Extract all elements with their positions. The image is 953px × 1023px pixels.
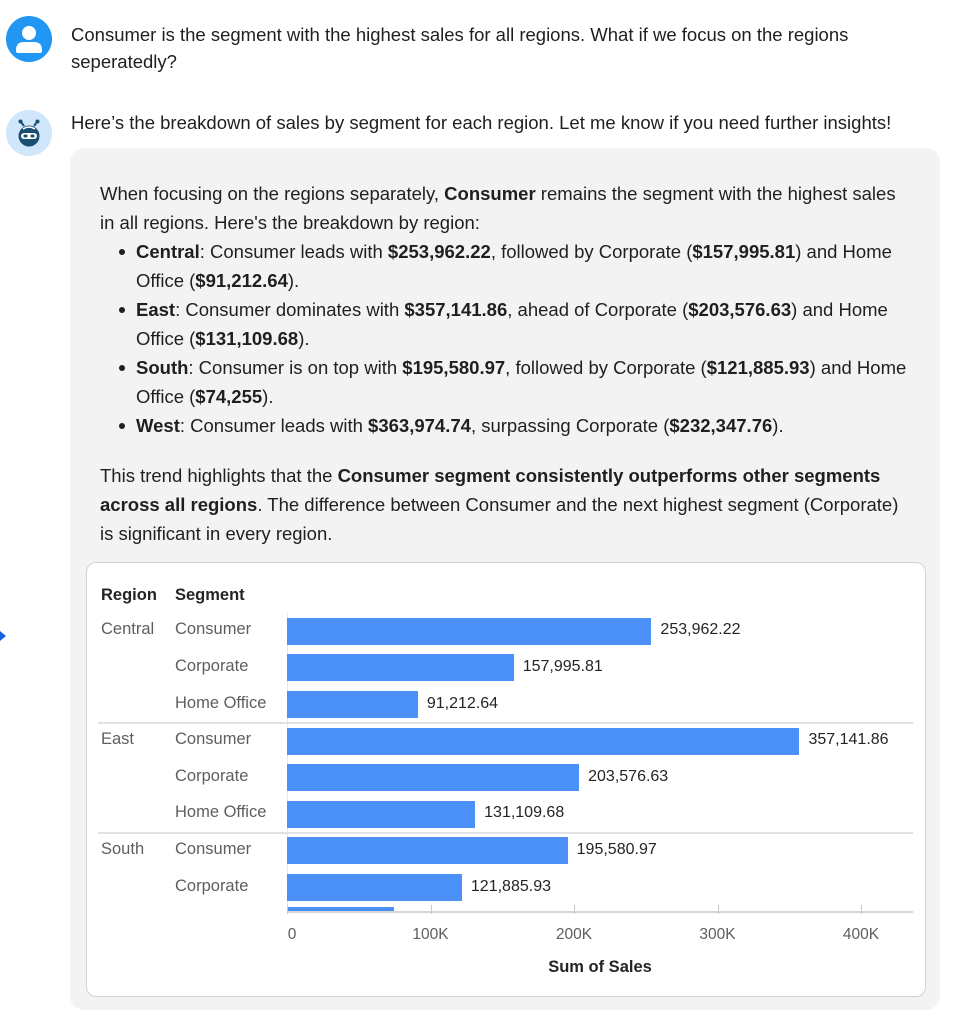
bold-text: Consumer segment consistently outperforms other segments across all regions bbox=[100, 465, 881, 515]
value: $195,580.97 bbox=[402, 357, 506, 378]
region-name: East bbox=[136, 299, 176, 320]
segment-label: Consumer bbox=[175, 620, 252, 639]
header-segment: Segment bbox=[175, 586, 245, 604]
response-paragraph-1 bbox=[100, 179, 910, 237]
data-label: 91,212.64 bbox=[426, 694, 499, 712]
text: : Consumer leads with bbox=[179, 415, 369, 436]
region-breakdown-list bbox=[100, 237, 910, 440]
segment-label: Corporate bbox=[175, 766, 249, 785]
robot-icon bbox=[6, 110, 52, 156]
user-message: Consumer is the segment with the highest sales for all regions. What if we focus on the regions seperatedly? bbox=[71, 24, 849, 72]
bar[interactable] bbox=[287, 837, 568, 864]
scroll-marker-icon bbox=[0, 631, 6, 641]
segment-label: Home Office bbox=[175, 803, 267, 822]
value: $232,347.76 bbox=[669, 415, 773, 436]
data-label: 357,141.86 bbox=[808, 731, 889, 749]
text: ). bbox=[287, 270, 300, 291]
data-label: 203,576.63 bbox=[588, 767, 669, 785]
bot-intro-message: Here’s the breakdown of sales by segment for each region. Let me know if you need further insights! bbox=[71, 112, 892, 133]
list-item-east bbox=[100, 295, 910, 353]
region-separator bbox=[98, 722, 913, 724]
text: ) and Home Office ( bbox=[136, 241, 892, 291]
text: ). bbox=[298, 328, 310, 349]
x-axis-line bbox=[287, 911, 913, 913]
text: This trend highlights that the bbox=[100, 465, 338, 486]
bar[interactable] bbox=[287, 728, 799, 755]
value: $157,995.81 bbox=[692, 241, 796, 262]
region-name: Central bbox=[136, 241, 200, 262]
bar[interactable] bbox=[287, 874, 462, 901]
bar[interactable] bbox=[287, 764, 579, 791]
value: $91,212.64 bbox=[195, 270, 288, 291]
value: $253,962.22 bbox=[387, 241, 491, 262]
value: $363,974.74 bbox=[368, 415, 471, 436]
x-axis-title: Sum of Sales bbox=[548, 958, 652, 976]
text: : Consumer is on top with bbox=[188, 357, 403, 378]
text: ) and Home Office ( bbox=[136, 299, 888, 349]
bar[interactable] bbox=[287, 654, 514, 681]
data-label: 253,962.22 bbox=[660, 621, 741, 639]
text: : Consumer leads with bbox=[199, 241, 388, 262]
x-tick bbox=[431, 905, 432, 914]
bar[interactable] bbox=[287, 618, 651, 645]
data-label: 157,995.81 bbox=[522, 657, 603, 675]
text: : Consumer dominates with bbox=[175, 299, 405, 320]
text: , followed by Corporate ( bbox=[505, 357, 707, 378]
list-item-south bbox=[100, 353, 910, 411]
region-name: West bbox=[136, 415, 180, 436]
region-label: East bbox=[101, 730, 135, 749]
segment-label: Consumer bbox=[175, 730, 252, 749]
text: . The difference between Consumer and the next highest segment (Corporate) is significant in every region. bbox=[100, 494, 899, 544]
region-separator bbox=[98, 832, 913, 834]
x-tick-label: 0 bbox=[287, 926, 297, 943]
segment-label: Corporate bbox=[175, 656, 249, 675]
text: When focusing on the regions separately, bbox=[100, 183, 445, 204]
region-label: Central bbox=[101, 620, 155, 639]
list-item-central bbox=[100, 237, 910, 295]
x-tick-label: 100K bbox=[412, 926, 449, 943]
response-paragraph-2 bbox=[100, 461, 910, 548]
x-tick bbox=[287, 905, 288, 914]
x-tick-label: 400K bbox=[842, 926, 880, 943]
bot-avatar bbox=[6, 110, 52, 156]
text: , followed by Corporate ( bbox=[490, 241, 693, 262]
header-region: Region bbox=[101, 586, 157, 604]
text: ) and Home Office ( bbox=[136, 357, 907, 407]
bar[interactable] bbox=[287, 691, 418, 718]
x-tick-label: 300K bbox=[699, 926, 736, 943]
text: , surpassing Corporate ( bbox=[470, 415, 670, 436]
value: $357,141.86 bbox=[404, 299, 508, 320]
sales-by-segment-chart bbox=[86, 562, 926, 997]
x-tick bbox=[718, 905, 719, 914]
region-label: South bbox=[101, 839, 145, 858]
region-name: South bbox=[136, 357, 189, 378]
value: $203,576.63 bbox=[688, 299, 792, 320]
list-item-west bbox=[100, 411, 910, 440]
data-label: 195,580.97 bbox=[576, 840, 657, 858]
value: $121,885.93 bbox=[706, 357, 810, 378]
user-icon bbox=[6, 16, 52, 62]
x-tick bbox=[574, 905, 575, 914]
segment-label: Corporate bbox=[175, 876, 249, 895]
data-label: 131,109.68 bbox=[484, 804, 565, 822]
x-tick-label: 200K bbox=[555, 926, 593, 943]
text: ). bbox=[772, 415, 784, 436]
bar[interactable] bbox=[287, 801, 475, 828]
segment-label: Consumer bbox=[175, 839, 252, 858]
segment-label: Home Office bbox=[175, 693, 267, 712]
text: remains the segment with the highest sales in all regions. Here's the breakdown by region: bbox=[100, 183, 896, 233]
data-label: 121,885.93 bbox=[470, 877, 551, 895]
value: $74,255 bbox=[195, 386, 263, 407]
text: ). bbox=[262, 386, 274, 407]
x-tick bbox=[861, 905, 862, 914]
text: , ahead of Corporate ( bbox=[507, 299, 689, 320]
user-avatar bbox=[6, 16, 52, 62]
bold-text: Consumer bbox=[444, 183, 536, 204]
value: $131,109.68 bbox=[195, 328, 299, 349]
